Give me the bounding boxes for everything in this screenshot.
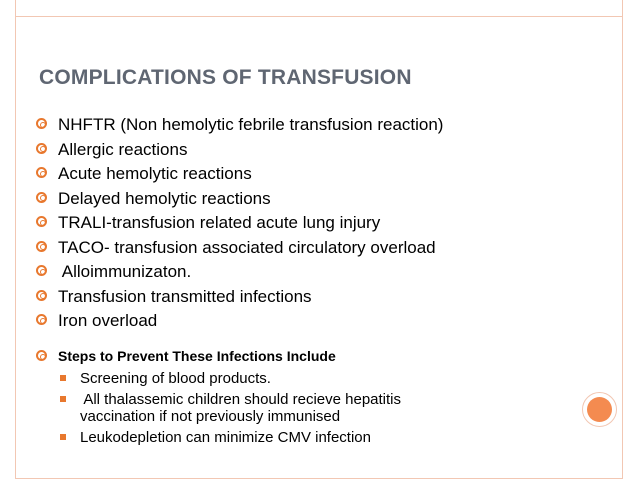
list-item-text: Iron overload [58, 311, 158, 330]
prevention-heading-text: Steps to Prevent These Infections Include [58, 348, 336, 364]
list-item [36, 188, 443, 213]
complications-list [36, 114, 443, 335]
sub-list-item-text: vaccination if not previously immunised [80, 408, 341, 425]
orange-ring-bullet-icon [36, 314, 47, 325]
orange-ring-bullet-icon [36, 290, 47, 301]
list-item-text: Alloimmunizaton. [58, 262, 192, 281]
orange-ring-bullet-icon [36, 350, 47, 361]
orange-ring-bullet-icon [36, 167, 47, 178]
list-item-text: Delayed hemolytic reactions [58, 188, 271, 208]
orange-ring-bullet-icon [36, 143, 47, 154]
sub-list-item-text: All thalassemic children should recieve hepatitis [80, 391, 401, 408]
list-item-text: Acute hemolytic reactions [58, 164, 252, 183]
list-item [36, 261, 443, 286]
sub-list-item-text: Screening of blood products. [80, 370, 271, 387]
sub-list-item [58, 370, 401, 387]
orange-dot-icon [587, 397, 612, 422]
frame-left-line [15, 0, 16, 479]
orange-square-bullet-icon [60, 396, 66, 402]
orange-ring-bullet-icon [36, 118, 47, 129]
orange-square-bullet-icon [60, 375, 66, 381]
list-item-text: TRALI-transfusion related acute lung injury [58, 213, 381, 232]
orange-ring-bullet-icon [36, 265, 47, 276]
list-item [36, 310, 443, 335]
prevention-list [58, 370, 401, 450]
sub-list-item [58, 429, 401, 446]
orange-ring-bullet-icon [36, 192, 47, 203]
list-item [36, 114, 443, 139]
sub-list-item-continuation [58, 408, 401, 425]
slide-title: COMPLICATIONS OF TRANSFUSION [39, 66, 412, 89]
sub-list-item-text: Leukodepletion can minimize CMV infection [80, 429, 371, 446]
prevention-heading [36, 346, 336, 366]
list-item [36, 163, 443, 188]
list-item-text: NHFTR (Non hemolytic febrile transfusion reaction) [58, 115, 444, 134]
orange-ring-bullet-icon [36, 241, 47, 252]
list-item [36, 286, 443, 311]
list-item [36, 212, 443, 237]
list-item-text: TACO- transfusion associated circulatory overload [58, 237, 436, 257]
orange-square-bullet-icon [60, 434, 66, 440]
list-item-text: Transfusion transmitted infections [58, 286, 312, 306]
sub-list-item [58, 391, 401, 408]
frame-top-line [15, 16, 623, 17]
list-item [36, 237, 443, 262]
orange-ring-bullet-icon [36, 216, 47, 227]
list-item-text: Allergic reactions [58, 139, 188, 159]
frame-right-line [622, 0, 623, 479]
list-item [36, 139, 443, 164]
